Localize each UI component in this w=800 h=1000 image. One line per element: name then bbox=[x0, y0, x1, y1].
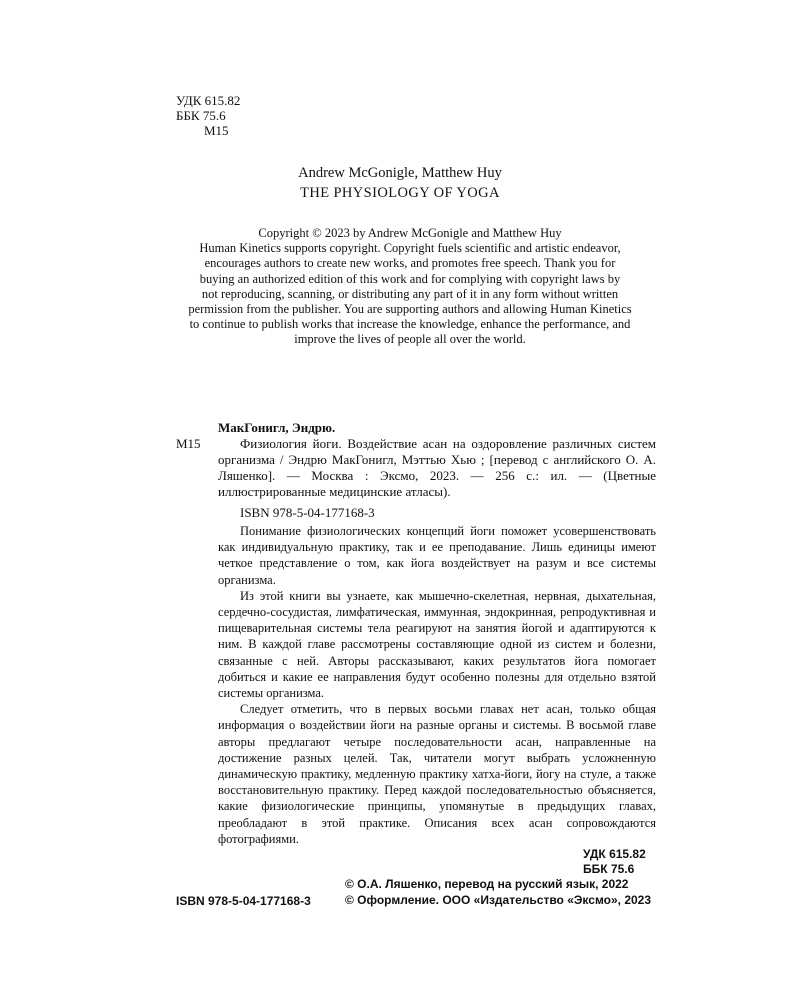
copyright-line: not reproducing, scanning, or distributing any part of it in any form without written bbox=[201, 286, 619, 301]
original-title-block bbox=[0, 163, 800, 203]
copyright-translation: © О.А. Ляшенко, перевод на русский язык, 2022 bbox=[345, 877, 629, 891]
udk-code-bottom: УДК 615.82 bbox=[583, 847, 646, 861]
copyright-line: improve the lives of people all over the world. bbox=[294, 332, 526, 347]
annotation-paragraph: Следует отметить, что в первых восьми главах нет асан, только общая информация о воздействии йоги на разные органы и системы. В восьмой главе авторы предлагают четыре последовательности асан, направленные на достижение разных целей. Так, читатели могут выбрать усложненную динамическую практику, медленную практику хатха-йоги, йогу на стуле, а также восстановительную практику. Перед каждой последовательностью объясняется, какие физиологические принципы, упомянутые в предыдущих главах, преобладают в этой практике. Описания всех асан сопровождаются фотографиями. bbox=[218, 702, 656, 846]
copyright-line: encourages authors to create new works, and promotes free speech. Thank you for bbox=[204, 256, 616, 271]
annotation-paragraph: Понимание физиологических концепций йоги поможет усовершенствовать как индивидуальную практику, так и ее преподавание. Лишь единицы имеют четкое представление о том, как йога воздействует на разум и все системы организма. bbox=[218, 524, 656, 587]
classification-header bbox=[176, 93, 240, 138]
copyright-notice bbox=[170, 226, 650, 348]
original-title: THE PHYSIOLOGY OF YOGA bbox=[300, 185, 500, 201]
copyright-line: buying an authorized edition of this work and for complying with copyright laws by bbox=[199, 271, 621, 286]
annotation-paragraph: Из этой книги вы узнаете, как мышечно-скелетная, нервная, дыхательная, сердечно-сосудистая, лимфатическая, иммунная, эндокринная, репродуктивная и пищеварительная системы тела реагируют на занятия йогой и адаптируются к ним. В каждой главе рассмотрены составляющие одной из систем и болезни, связанные с ней. Авторы рассказывают, каких результатов йога помогает добиться и какие ее направления будут особенно полезны для отдельно взятой системы организма. bbox=[218, 588, 656, 701]
bib-description: Физиология йоги. Воздействие асан на оздоровление различных систем организма / Эндрю МакГонигл, Мэттью Хью ; [перевод с английского О. А. Ляшенко]. — Москва : Эксмо, 2023. — 256 с.: ил. — (Цветные иллюстрированные медицинские атласы). bbox=[218, 436, 656, 499]
copyright-line: to continue to publish works that increase the knowledge, enhance the performance, and bbox=[189, 317, 631, 332]
bib-author-code: М15 bbox=[176, 436, 201, 451]
copyright-line: Human Kinetics supports copyright. Copyright fuels scientific and artistic endeavor, bbox=[199, 241, 621, 256]
copyright-line: permission from the publisher. You are supporting authors and allowing Human Kinetics bbox=[188, 302, 632, 317]
bbk-code-bottom: ББК 75.6 bbox=[583, 862, 635, 876]
copyright-line: Copyright © 2023 by Andrew McGonigle and Matthew Huy bbox=[258, 226, 562, 240]
annotation bbox=[218, 523, 656, 847]
author-mark: М15 bbox=[204, 123, 229, 138]
isbn-footer: ISBN 978-5-04-177168-3 bbox=[176, 894, 311, 908]
bib-isbn: ISBN 978-5-04-177168-3 bbox=[240, 505, 375, 520]
bib-author-heading: МакГонигл, Эндрю. bbox=[218, 420, 336, 435]
copyright-russian bbox=[345, 876, 651, 908]
original-authors: Andrew McGonigle, Matthew Huy bbox=[298, 165, 502, 181]
copyright-design: © Оформление. ООО «Издательство «Эксмо», 2023 bbox=[345, 893, 652, 907]
classification-footer bbox=[583, 847, 646, 877]
bbk-code: ББК 75.6 bbox=[176, 108, 226, 123]
udk-code: УДК 615.82 bbox=[176, 93, 241, 108]
